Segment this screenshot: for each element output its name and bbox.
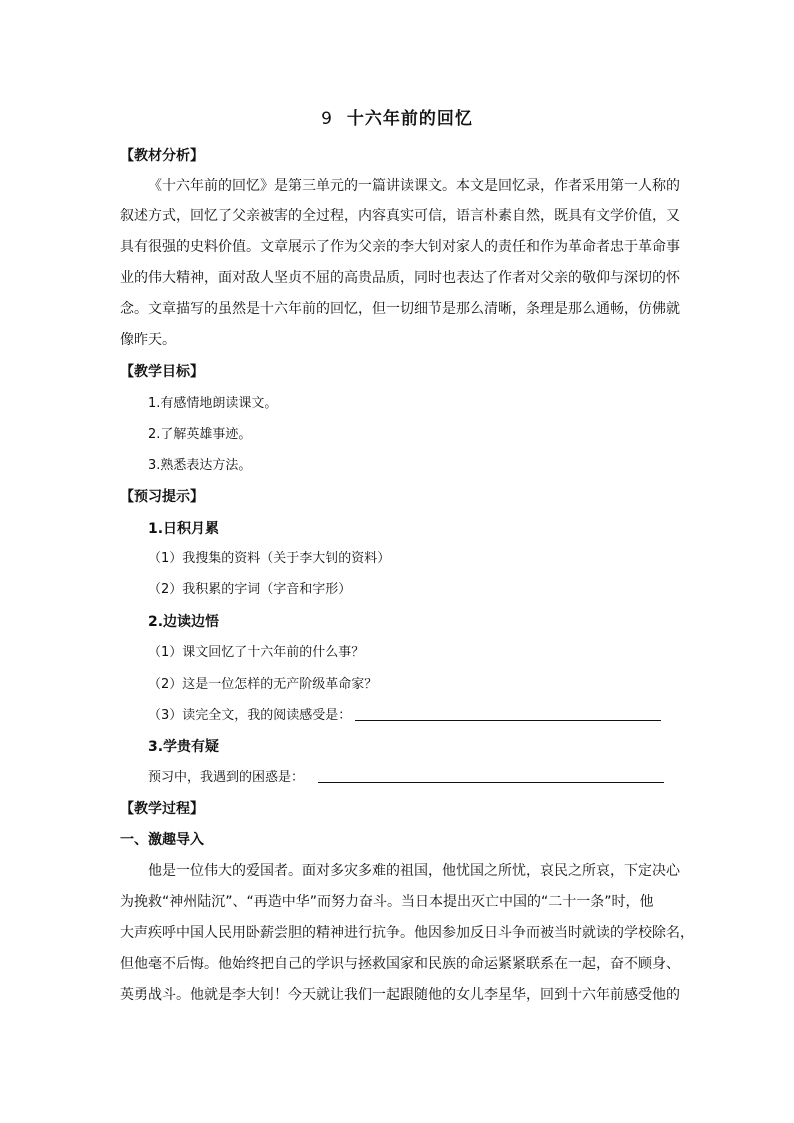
preview-item: （1）我搜集的资料（关于李大钊的资料） bbox=[148, 551, 391, 566]
part1-heading: 一、激趣导入 bbox=[120, 832, 204, 848]
process-heading: 【教学过程】 bbox=[120, 801, 204, 817]
preview-item: （2）我积累的字词（字音和字形） bbox=[148, 582, 352, 597]
part1-line: 他是一位伟大的爱国者。面对多灾多难的祖国，他忧国之所忧，哀民之所哀，下定决心 bbox=[148, 863, 680, 879]
analysis-line: 叙述方式，回忆了父亲被害的全过程，内容真实可信，语言朴素自然，既具有文学价值，又 bbox=[120, 208, 680, 224]
analysis-line: 具有很强的史料价值。文章展示了作为父亲的李大钊对家人的责任和作为革命者忠于革命事 bbox=[120, 239, 680, 255]
lesson-title-text: 十六年前的回忆 bbox=[346, 109, 473, 129]
analysis-line: 念。文章描写的虽然是十六年前的回忆，但一切细节是那么清晰，条理是那么通畅，仿佛就 bbox=[120, 301, 680, 317]
preview-item-text: （3）读完全文，我的阅读感受是： bbox=[148, 708, 352, 723]
preview-question-with-blank bbox=[148, 768, 664, 788]
preview-subheading: 1.日积月累 bbox=[148, 521, 220, 537]
preview-question-text: 预习中，我遇到的困惑是： bbox=[148, 770, 305, 785]
lesson-number: 9 bbox=[321, 109, 333, 129]
goals-heading: 【教学目标】 bbox=[120, 364, 204, 380]
part1-line: 为挽救“神州陆沉”、“再造中华”而努力奋斗。当日本提出灭亡中国的“二十一条”时，他 bbox=[120, 894, 654, 910]
preview-subheading: 3.学贵有疑 bbox=[148, 739, 220, 755]
goal-item: 2.了解英雄事迹。 bbox=[148, 427, 252, 442]
preview-item: （2）这是一位怎样的无产阶级革命家？ bbox=[148, 677, 378, 692]
part1-line: 但他毫不后悔。他始终把自己的学识与拯救国家和民族的命运紧紧联系在一起，奋不顾身、 bbox=[120, 956, 680, 972]
analysis-line: 业的伟大精神，面对敌人坚贞不屈的高贵品质，同时也表达了作者对父亲的敬仰与深切的怀 bbox=[120, 270, 680, 286]
preview-item-with-blank bbox=[148, 706, 661, 726]
analysis-line: 像昨天。 bbox=[120, 332, 176, 348]
preview-item: （1）课文回忆了十六年前的什么事？ bbox=[148, 645, 365, 660]
analysis-line: 《十六年前的回忆》是第三单元的一篇讲读课文。本文是回忆录，作者采用第一人称的 bbox=[148, 178, 680, 194]
lesson-title bbox=[0, 104, 794, 129]
preview-heading: 【预习提示】 bbox=[120, 489, 204, 505]
part1-line: 大声疾呼中国人民用卧薪尝胆的精神进行抗争。他因参加反日斗争而被当时就读的学校除名， bbox=[120, 925, 694, 941]
answer-blank-line[interactable] bbox=[355, 706, 661, 721]
goal-item: 1.有感情地朗读课文。 bbox=[148, 396, 278, 411]
part1-line: 英勇战斗。他就是李大钊！今天就让我们一起跟随他的女儿李星华，回到十六年前感受他的 bbox=[120, 987, 680, 1003]
analysis-heading: 【教材分析】 bbox=[120, 148, 204, 164]
goal-item: 3.熟悉表达方法。 bbox=[148, 458, 252, 473]
answer-blank-line[interactable] bbox=[318, 768, 664, 783]
preview-subheading: 2.边读边悟 bbox=[148, 614, 220, 630]
